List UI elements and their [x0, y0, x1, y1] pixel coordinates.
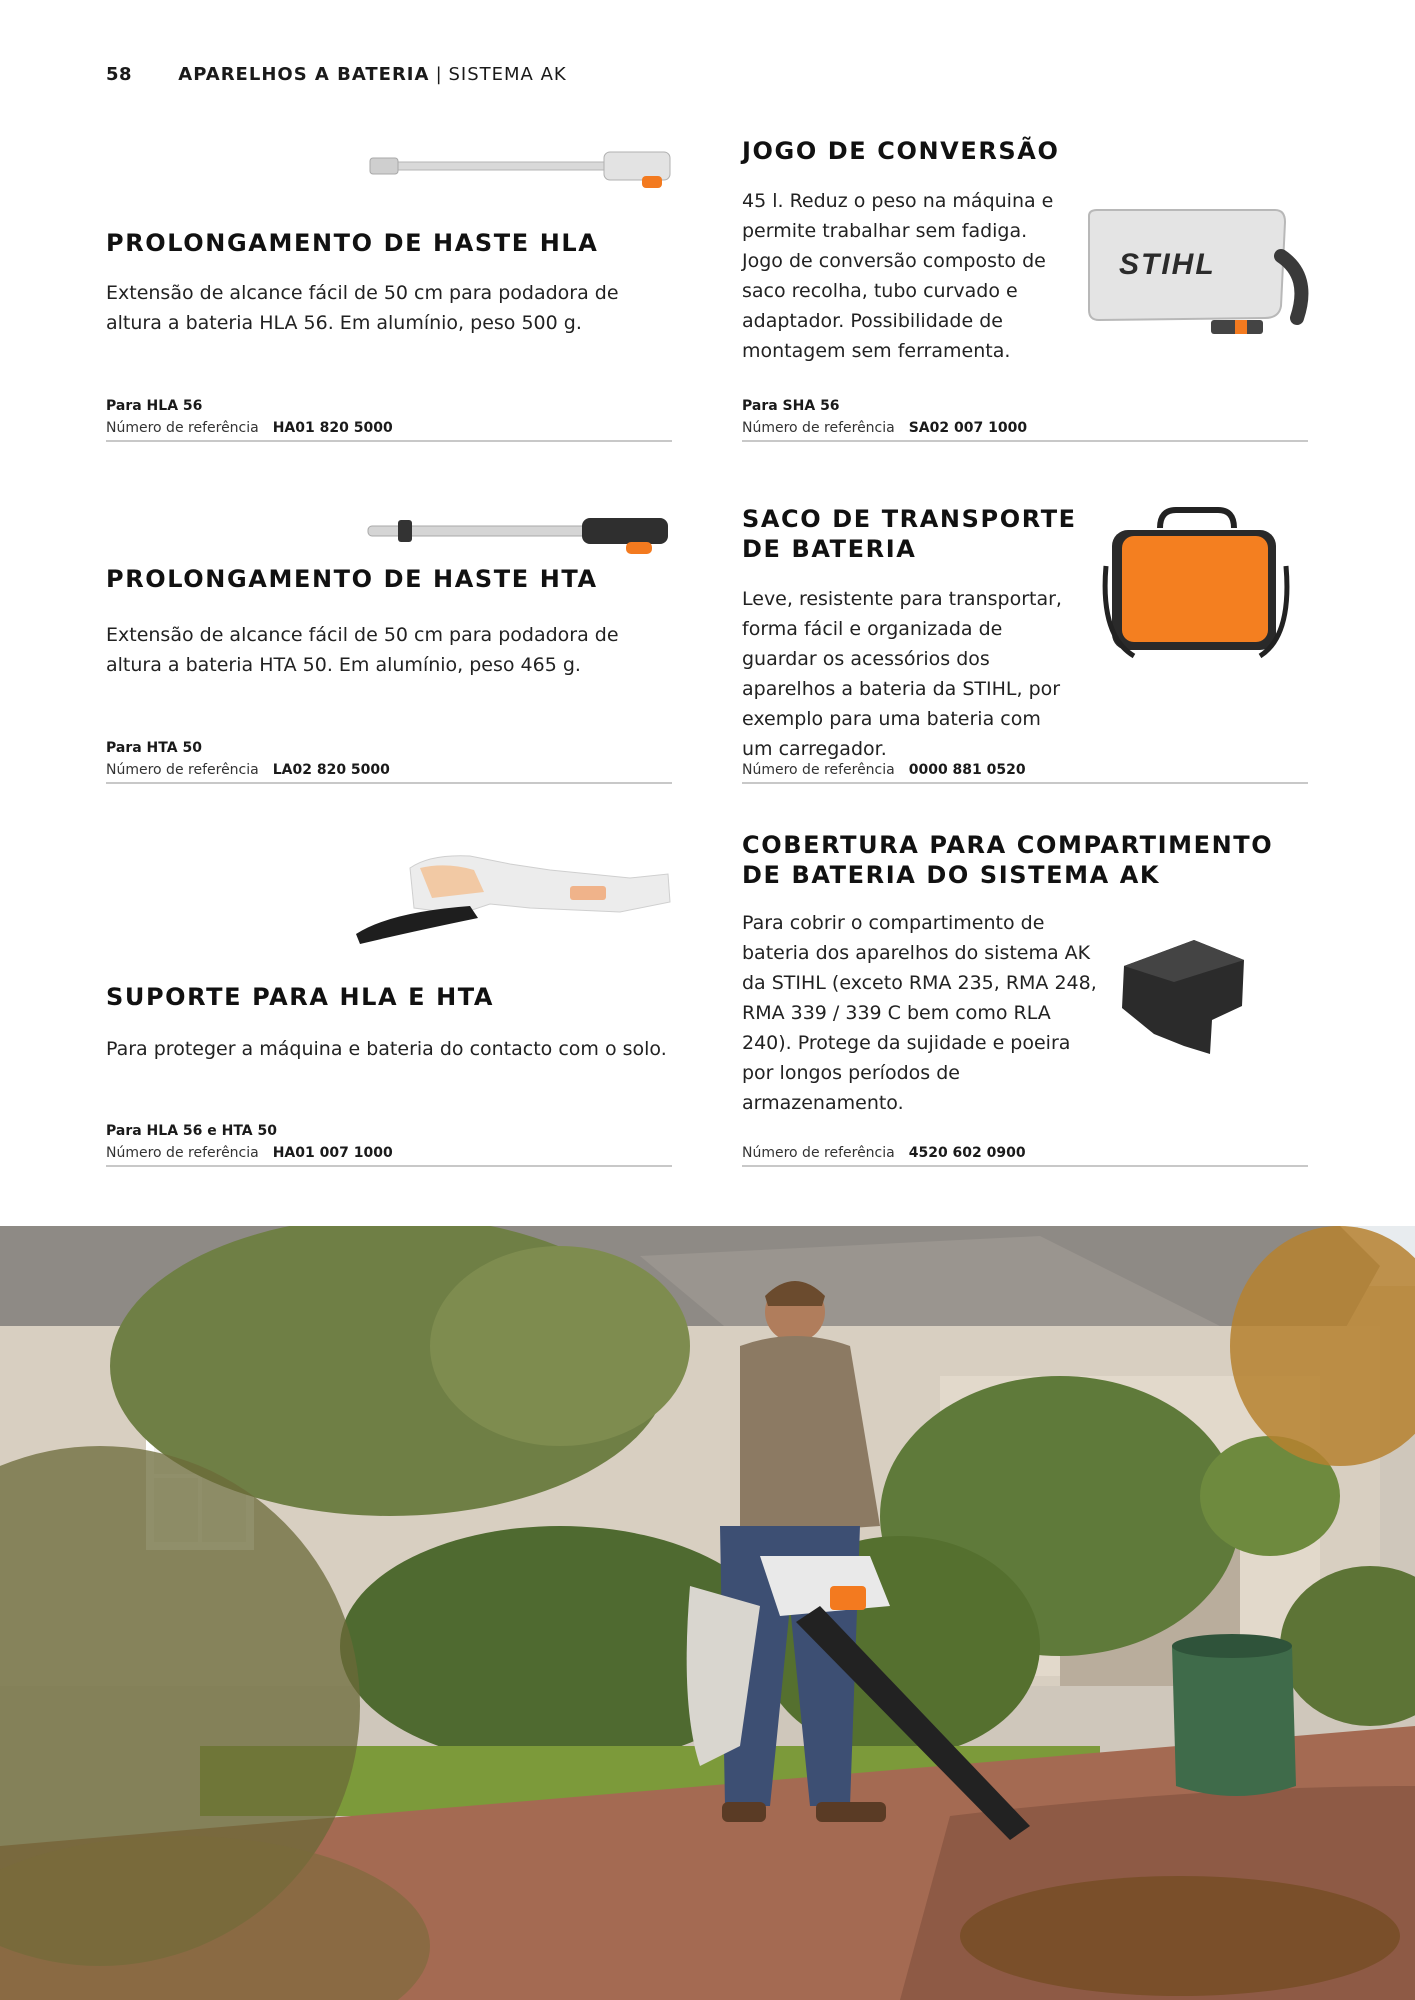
ref-value: HA01 820 5000: [272, 420, 393, 436]
ref-label: Número de referência: [742, 762, 895, 778]
hta-extension-image: [364, 510, 676, 560]
product-title: SUPORTE PARA HLA E HTA: [106, 983, 495, 1011]
product-description: Extensão de alcance fácil de 50 cm para podadora de altura a bateria HTA 50. Em alumínio, peso 465 g.: [106, 624, 619, 676]
section-title: APARELHOS A BATERIA: [178, 64, 430, 85]
reference-number: [106, 420, 672, 442]
compatibility-label: Para SHA 56: [742, 398, 840, 414]
product-description: Extensão de alcance fácil de 50 cm para podadora de altura a bateria HLA 56. Em alumínio, peso 500 g.: [106, 282, 619, 334]
ref-label: Número de referência: [106, 762, 259, 778]
reference-number: [106, 762, 672, 784]
reference-number: [742, 762, 1308, 784]
conversion-kit-image: [1085, 206, 1311, 342]
compatibility-label: Para HLA 56: [106, 398, 203, 414]
support-stand-image: [350, 848, 676, 944]
stihl-logo: STIHL: [1119, 248, 1216, 281]
reference-number: [742, 420, 1308, 442]
ref-label: Número de referência: [106, 1145, 259, 1161]
reference-number: [742, 1145, 1308, 1167]
page-header: [106, 64, 567, 85]
product-description: 45 l. Reduz o peso na máquina e permite trabalhar sem fadiga. Jogo de conversão composto de saco recolha, tubo curvado e adaptador. Possibilidade de montagem sem ferramenta.: [742, 190, 1054, 362]
reference-number: [106, 1145, 672, 1167]
ref-value: HA01 007 1000: [272, 1145, 393, 1161]
product-description: Para proteger a máquina e bateria do contacto com o solo.: [106, 1038, 667, 1060]
ref-value: LA02 820 5000: [272, 762, 390, 778]
ref-value: 4520 602 0900: [908, 1145, 1026, 1161]
product-description: Para cobrir o compartimento de bateria dos aparelhos do sistema AK da STIHL (exceto RMA 235, RMA 248, RMA 339 / 339 C bem como RLA 240). Protege da sujidade e poeira por longos períodos de armazenamento.: [742, 912, 1097, 1114]
hla-extension-image: [368, 140, 678, 196]
compatibility-label: Para HTA 50: [106, 740, 202, 756]
garden-photo: [0, 1226, 1415, 2000]
ref-label: Número de referência: [106, 420, 259, 436]
battery-bag-image: [1100, 506, 1294, 670]
compatibility-label: Para HLA 56 e HTA 50: [106, 1123, 278, 1139]
product-description: Leve, resistente para transportar, forma fácil e organizada de guardar os acessórios dos aparelhos a bateria da STIHL, por exemplo para uma bateria com um carregador.: [742, 588, 1062, 760]
header-separator: |: [435, 64, 443, 85]
subsection-title: SISTEMA AK: [448, 64, 567, 85]
product-title: PROLONGAMENTO DE HASTE HLA: [106, 229, 599, 257]
battery-cover-image: [1114, 936, 1250, 1058]
page-number: 58: [106, 64, 133, 85]
ref-label: Número de referência: [742, 1145, 895, 1161]
ref-value: 0000 881 0520: [908, 762, 1026, 778]
ref-value: SA02 007 1000: [908, 420, 1028, 436]
product-title: COBERTURA PARA COMPARTIMENTO DE BATERIA DO SISTEMA AK: [742, 831, 1274, 889]
product-title: SACO DE TRANSPORTE DE BATERIA: [742, 505, 1077, 563]
product-title: PROLONGAMENTO DE HASTE HTA: [106, 565, 598, 593]
product-title: JOGO DE CONVERSÃO: [742, 137, 1060, 165]
ref-label: Número de referência: [742, 420, 895, 436]
